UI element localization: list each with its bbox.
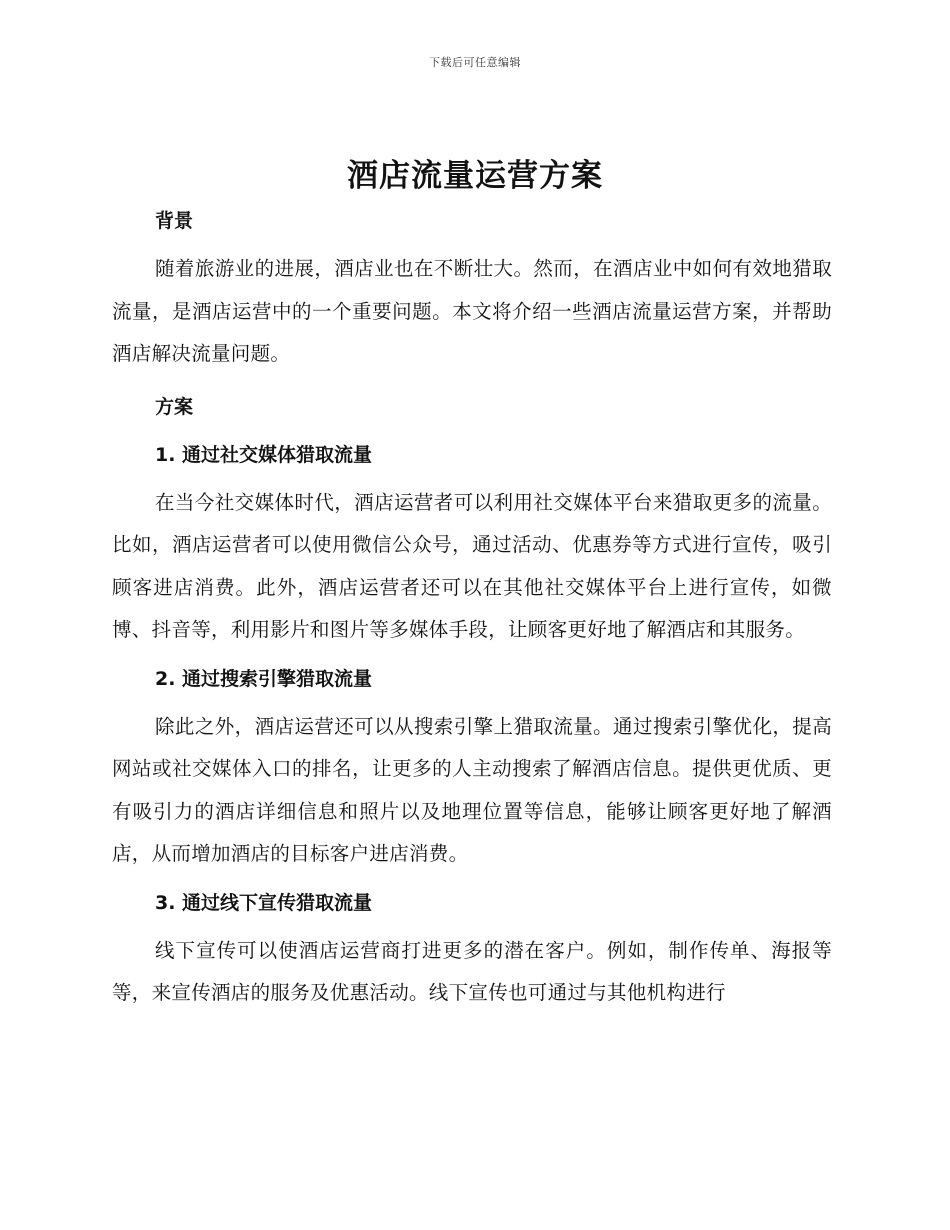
- header-note: 下载后可任意编辑: [429, 56, 521, 69]
- paragraph-social-media: 在当今社交媒体时代，酒店运营者可以利用社交媒体平台来猎取更多的流量。比如，酒店运营者可以使用微信公众号，通过活动、优惠券等方式进行宣传，吸引顾客进店消费。此外，酒店运营者还可以在其他社交媒体平台上进行宣传，如微博、抖音等，利用影片和图片等多媒体手段，让顾客更好地了解酒店和其服务。: [112, 490, 832, 641]
- subsection-heading-search-engine: 2. 通过搜索引擎猎取流量: [155, 667, 373, 690]
- paragraph-search-engine: 除此之外，酒店运营还可以从搜索引擎上猎取流量。通过搜索引擎优化，提高网站或社交媒体入口的排名，让更多的人主动搜索了解酒店信息。提供更优质、更有吸引力的酒店详细信息和照片以及地理位置等信息，能够让顾客更好地了解酒店，从而增加酒店的目标客户进店消费。: [112, 714, 832, 865]
- section-heading-background: 背景: [155, 210, 194, 232]
- subsection-heading-offline: 3. 通过线下宣传猎取流量: [155, 891, 373, 914]
- document-body: [112, 200, 832, 1015]
- paragraph-background: 随着旅游业的进展，酒店业也在不断壮大。然而，在酒店业中如何有效地猎取流量，是酒店运营中的一个重要问题。本文将介绍一些酒店流量运营方案，并帮助酒店解决流量问题。: [112, 257, 832, 365]
- subsection-heading-social-media: 1. 通过社交媒体猎取流量: [155, 443, 373, 466]
- document-title: 酒店流量运营方案: [347, 158, 603, 194]
- section-heading-plan: 方案: [155, 395, 194, 418]
- paragraph-offline: 线下宣传可以使酒店运营商打进更多的潜在客户。例如，制作传单、海报等等，来宣传酒店的服务及优惠活动。线下宣传也可通过与其他机构进行: [112, 938, 832, 1004]
